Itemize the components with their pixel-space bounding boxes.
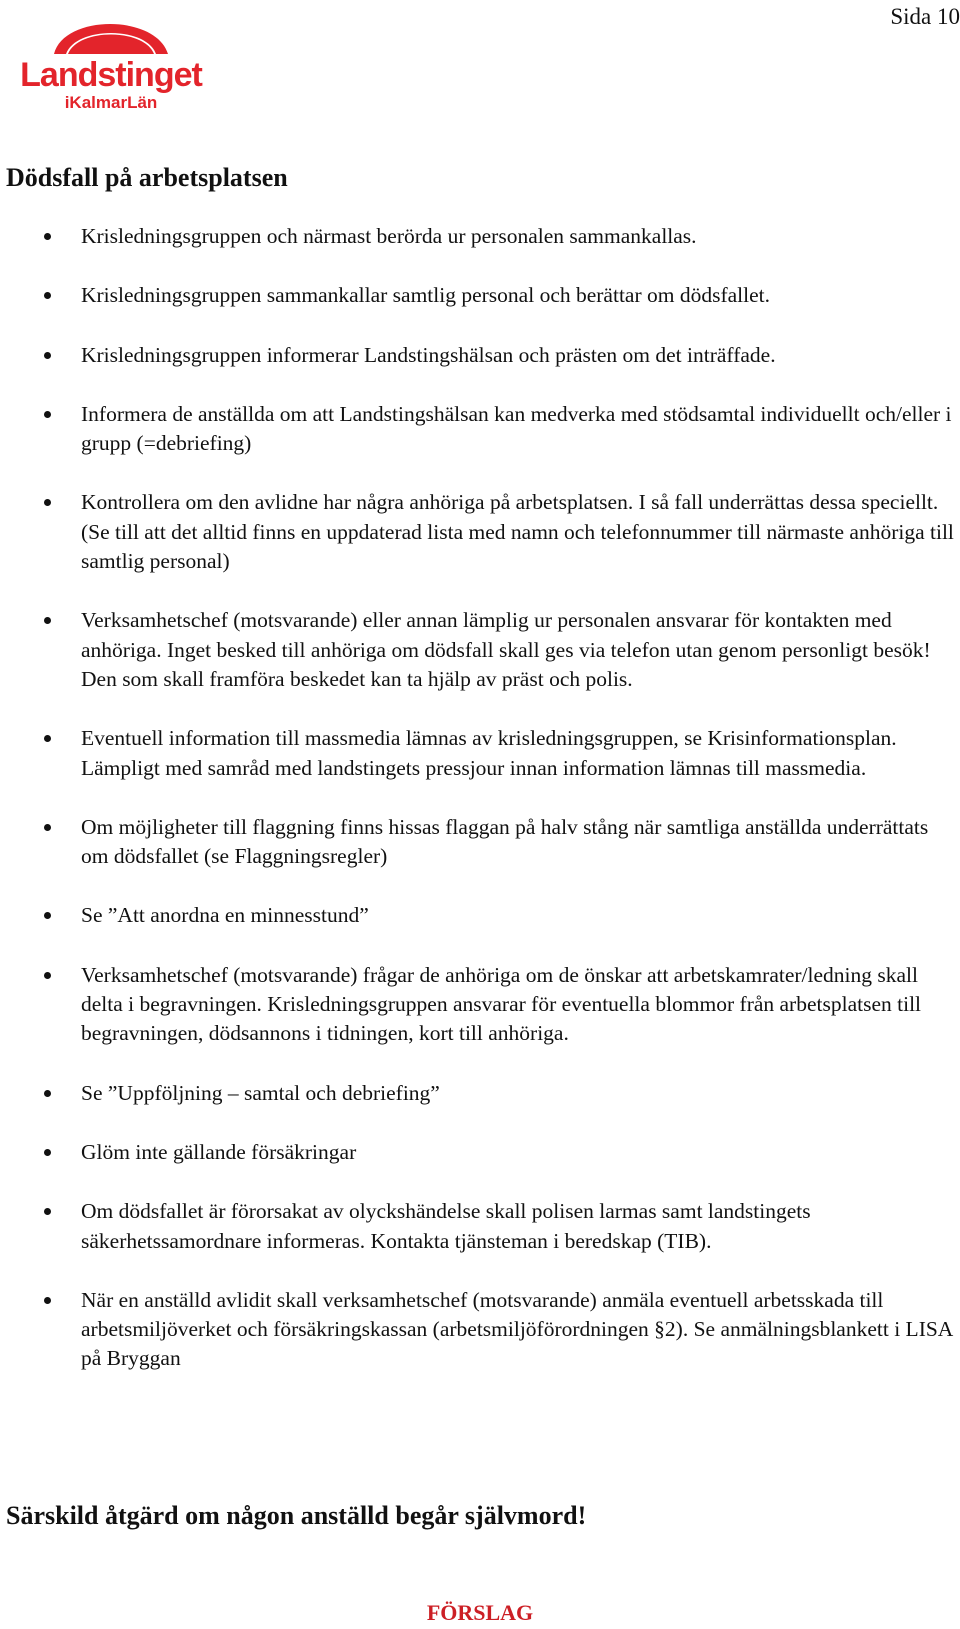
list-item-text: Se ”Uppföljning – samtal och debriefing” (81, 1080, 440, 1105)
list-item-text: Krisledningsgruppen och närmast berörda ur personalen sammankallas. (81, 224, 697, 248)
list-item (0, 813, 960, 872)
svg-text:iKalmarLän: iKalmarLän (64, 93, 158, 112)
bullet-icon (44, 735, 51, 742)
list-item (0, 1197, 960, 1256)
list-item-text: Kontrollera om den avlidne har några anhöriga på arbetsplatsen. I så fall underrättas dessa speciellt. (Se till att det alltid finns en uppdaterad lista med namn och telefonnummer till närmaste anhöriga till samtlig personal) (81, 490, 954, 574)
list-item (0, 901, 960, 930)
svg-text:Landstinget: Landstinget (20, 56, 202, 94)
subheading: Särskild åtgärd om någon anställd begår självmord! (6, 1501, 587, 1530)
list-item-text: När en anställd avlidit skall verksamhetschef (motsvarande) anmäla eventuell arbetsskada till arbetsmiljöverket och försäkringskassan (arbetsmiljöförordningen §2). Se anmälningsblankett i LISA på Bryggan (81, 1287, 953, 1371)
bullet-icon (44, 972, 51, 979)
list-item-text: Se ”Att anordna en minnesstund” (81, 903, 369, 928)
bullet-icon (44, 1090, 51, 1097)
bullet-icon (44, 292, 51, 299)
bullet-icon (44, 912, 51, 919)
bullet-list (0, 222, 960, 1404)
list-item (0, 1079, 960, 1108)
list-item (0, 222, 960, 251)
bullet-icon (44, 352, 51, 359)
list-item (0, 606, 960, 694)
page-number: Sida 10 (890, 4, 960, 29)
list-item (0, 961, 960, 1049)
list-item (0, 1286, 960, 1374)
list-item (0, 400, 960, 459)
list-item-text: Krisledningsgruppen sammankallar samtlig personal och berättar om dödsfallet. (81, 283, 771, 308)
list-item (0, 724, 960, 783)
landstinget-logo (6, 4, 216, 116)
bullet-icon (44, 824, 51, 831)
list-item-text: Krisledningsgruppen informerar Landstingshälsan och prästen om det inträffade. (81, 342, 776, 367)
list-item-text: Informera de anställda om att Landstingshälsan kan medverka med stödsamtal individuellt och/eller i grupp (=debriefing) (81, 401, 952, 456)
footer-label: FÖRSLAG (426, 1600, 534, 1625)
list-item-text: Eventuell information till massmedia lämnas av krisledningsgruppen, se Krisinformationsplan. Lämpligt med samråd med landstingets pressjour innan information lämnas till massmedia. (81, 726, 897, 780)
bullet-icon (44, 617, 51, 624)
list-item-text: Om dödsfallet är förorsakat av olyckshändelse skall polisen larmas samt landstingets säkerhetssamordnare informeras. Kontakta tjänsteman i beredskap (TIB). (81, 1199, 811, 1253)
list-item (0, 341, 960, 370)
bullet-icon (44, 1208, 51, 1215)
section-title: Dödsfall på arbetsplatsen (6, 163, 288, 192)
list-item (0, 1138, 960, 1167)
list-item (0, 281, 960, 310)
bullet-icon (44, 499, 51, 506)
bullet-icon (44, 233, 51, 240)
bullet-icon (44, 411, 51, 418)
list-item-text: Om möjligheter till flaggning finns hissas flaggan på halv stång när samtliga anställda underrättats om dödsfallet (se Flaggningsregler) (81, 814, 929, 869)
bullet-icon (44, 1149, 51, 1156)
list-item-text: Verksamhetschef (motsvarande) eller annan lämplig ur personalen ansvarar för kontakten med anhöriga. Inget besked till anhöriga om dödsfall skall ges via telefon utan genom personligt besök! Den som skall framföra beskedet kan ta hjälp av präst och polis. (81, 608, 931, 691)
bullet-icon (44, 1297, 51, 1304)
list-item (0, 488, 960, 576)
list-item-text: Verksamhetschef (motsvarande) frågar de anhöriga om de önskar att arbetskamrater/ledning skall delta i begravningen. Krisledningsgruppen ansvarar för eventuella blommor från arbetsplatsen till begravningen, dödsannons i tidningen, kort till anhöriga. (81, 962, 922, 1046)
list-item-text: Glöm inte gällande försäkringar (81, 1139, 357, 1164)
